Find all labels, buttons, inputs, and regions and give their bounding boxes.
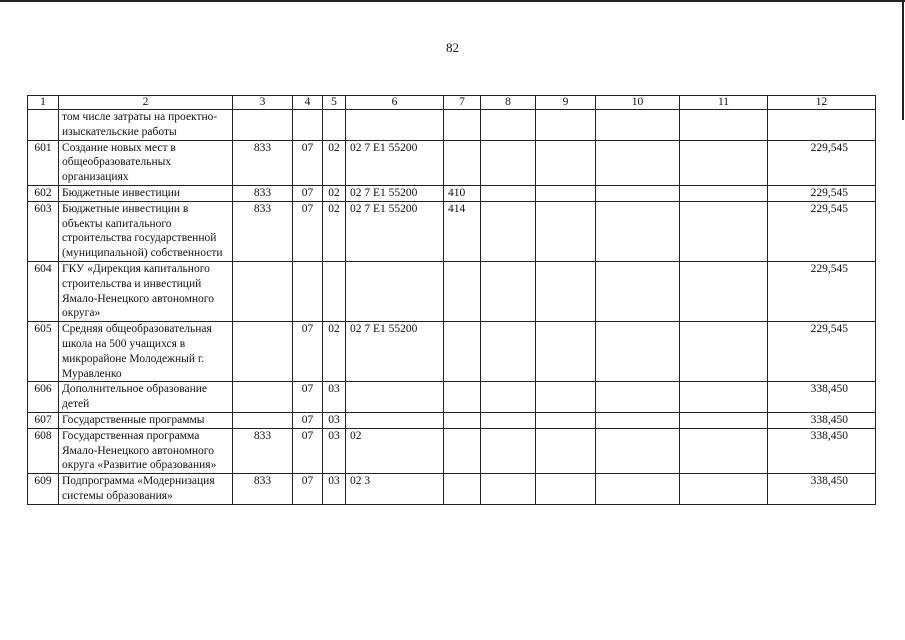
subsection-code-cell: 02: [323, 185, 346, 201]
column-11-cell: [680, 110, 768, 141]
column-9-cell: [536, 382, 596, 413]
column-header: 2: [59, 96, 233, 110]
subsection-code-cell: 02: [323, 140, 346, 185]
column-9-cell: [536, 140, 596, 185]
column-11-cell: [680, 261, 768, 321]
dept-code-cell: [233, 322, 293, 382]
column-8-cell: [481, 185, 536, 201]
column-header: 12: [768, 96, 876, 110]
column-8-cell: [481, 382, 536, 413]
column-10-cell: [596, 110, 680, 141]
budget-table-body: [28, 96, 876, 505]
amount-cell: 229,545: [768, 185, 876, 201]
subsection-code-cell: 02: [323, 322, 346, 382]
column-8-cell: [481, 412, 536, 428]
column-11-cell: [680, 382, 768, 413]
column-8-cell: [481, 322, 536, 382]
expense-type-cell: 414: [444, 201, 481, 261]
column-10-cell: [596, 201, 680, 261]
amount-cell: 338,450: [768, 382, 876, 413]
section-code-cell: 07: [293, 474, 323, 505]
right-border-line: [902, 0, 904, 120]
dept-code-cell: [233, 261, 293, 321]
column-header: 8: [481, 96, 536, 110]
dept-code-cell: [233, 382, 293, 413]
section-code-cell: 07: [293, 428, 323, 473]
table-row: [28, 474, 876, 505]
column-header: 1: [28, 96, 59, 110]
target-article-cell: 02 3: [346, 474, 444, 505]
row-number-cell: 603: [28, 201, 59, 261]
column-header: 11: [680, 96, 768, 110]
column-9-cell: [536, 185, 596, 201]
amount-cell: [768, 110, 876, 141]
column-10-cell: [596, 382, 680, 413]
top-border-line: [0, 0, 905, 2]
column-header: 10: [596, 96, 680, 110]
column-10-cell: [596, 412, 680, 428]
expense-type-cell: [444, 382, 481, 413]
expense-type-cell: [444, 474, 481, 505]
table-row: [28, 322, 876, 382]
column-10-cell: [596, 185, 680, 201]
expense-type-cell: [444, 140, 481, 185]
expense-type-cell: [444, 261, 481, 321]
column-11-cell: [680, 185, 768, 201]
expense-type-cell: [444, 412, 481, 428]
row-number-cell: 601: [28, 140, 59, 185]
page-number: 82: [446, 40, 459, 55]
target-article-cell: 02 7 E1 55200: [346, 185, 444, 201]
amount-cell: 338,450: [768, 428, 876, 473]
item-name-cell: Дополнительное образование детей: [59, 382, 233, 413]
column-header: 3: [233, 96, 293, 110]
amount-cell: 229,545: [768, 201, 876, 261]
section-code-cell: 07: [293, 140, 323, 185]
column-9-cell: [536, 412, 596, 428]
column-11-cell: [680, 140, 768, 185]
table-row: [28, 140, 876, 185]
row-number-cell: 604: [28, 261, 59, 321]
column-11-cell: [680, 322, 768, 382]
item-name-cell: Государственная программа Ямало-Ненецкого автономного округа «Развитие образования»: [59, 428, 233, 473]
amount-cell: 229,545: [768, 261, 876, 321]
table-row: [28, 110, 876, 141]
target-article-cell: [346, 382, 444, 413]
column-header: 5: [323, 96, 346, 110]
section-code-cell: 07: [293, 201, 323, 261]
column-11-cell: [680, 428, 768, 473]
item-name-cell: Государственные программы: [59, 412, 233, 428]
column-10-cell: [596, 428, 680, 473]
subsection-code-cell: 03: [323, 382, 346, 413]
target-article-cell: 02 7 E1 55200: [346, 201, 444, 261]
amount-cell: 338,450: [768, 474, 876, 505]
column-9-cell: [536, 261, 596, 321]
section-code-cell: [293, 110, 323, 141]
target-article-cell: [346, 412, 444, 428]
target-article-cell: [346, 110, 444, 141]
row-number-cell: [28, 110, 59, 141]
column-8-cell: [481, 201, 536, 261]
column-header: 4: [293, 96, 323, 110]
column-8-cell: [481, 261, 536, 321]
subsection-code-cell: 03: [323, 412, 346, 428]
table-row: [28, 261, 876, 321]
subsection-code-cell: [323, 261, 346, 321]
budget-table: [27, 95, 876, 505]
amount-cell: 338,450: [768, 412, 876, 428]
item-name-cell: Средняя общеобразовательная школа на 500 учащихся в микрорайоне Молодежный г. Муравленко: [59, 322, 233, 382]
column-header: 9: [536, 96, 596, 110]
column-header-row: [28, 96, 876, 110]
table-row: [28, 412, 876, 428]
expense-type-cell: [444, 428, 481, 473]
row-number-cell: 605: [28, 322, 59, 382]
column-11-cell: [680, 201, 768, 261]
item-name-cell: Бюджетные инвестиции в объекты капитального строительства государственной (муниципальной) собственности: [59, 201, 233, 261]
row-number-cell: 606: [28, 382, 59, 413]
table-row: [28, 428, 876, 473]
dept-code-cell: 833: [233, 201, 293, 261]
expense-type-cell: 410: [444, 185, 481, 201]
target-article-cell: 02 7 E1 55200: [346, 140, 444, 185]
table-row: [28, 201, 876, 261]
column-9-cell: [536, 110, 596, 141]
item-name-cell: том числе затраты на проектно-изыскательские работы: [59, 110, 233, 141]
expense-type-cell: [444, 110, 481, 141]
table-row: [28, 185, 876, 201]
row-number-cell: 608: [28, 428, 59, 473]
column-11-cell: [680, 412, 768, 428]
dept-code-cell: 833: [233, 140, 293, 185]
item-name-cell: Бюджетные инвестиции: [59, 185, 233, 201]
column-9-cell: [536, 474, 596, 505]
item-name-cell: Создание новых мест в общеобразовательных организациях: [59, 140, 233, 185]
column-9-cell: [536, 428, 596, 473]
expense-type-cell: [444, 322, 481, 382]
column-10-cell: [596, 474, 680, 505]
column-10-cell: [596, 140, 680, 185]
section-code-cell: 07: [293, 185, 323, 201]
dept-code-cell: 833: [233, 474, 293, 505]
section-code-cell: 07: [293, 322, 323, 382]
section-code-cell: 07: [293, 382, 323, 413]
column-header: 6: [346, 96, 444, 110]
column-8-cell: [481, 474, 536, 505]
section-code-cell: [293, 261, 323, 321]
column-8-cell: [481, 140, 536, 185]
section-code-cell: 07: [293, 412, 323, 428]
row-number-cell: 602: [28, 185, 59, 201]
column-9-cell: [536, 322, 596, 382]
amount-cell: 229,545: [768, 322, 876, 382]
dept-code-cell: [233, 412, 293, 428]
column-8-cell: [481, 428, 536, 473]
subsection-code-cell: 02: [323, 201, 346, 261]
dept-code-cell: 833: [233, 428, 293, 473]
dept-code-cell: 833: [233, 185, 293, 201]
column-8-cell: [481, 110, 536, 141]
column-11-cell: [680, 474, 768, 505]
target-article-cell: [346, 261, 444, 321]
subsection-code-cell: [323, 110, 346, 141]
subsection-code-cell: 03: [323, 474, 346, 505]
column-9-cell: [536, 201, 596, 261]
target-article-cell: 02: [346, 428, 444, 473]
column-10-cell: [596, 261, 680, 321]
item-name-cell: ГКУ «Дирекция капитального строительства и инвестиций Ямало-Ненецкого автономного округа»: [59, 261, 233, 321]
column-10-cell: [596, 322, 680, 382]
amount-cell: 229,545: [768, 140, 876, 185]
subsection-code-cell: 03: [323, 428, 346, 473]
dept-code-cell: [233, 110, 293, 141]
target-article-cell: 02 7 E1 55200: [346, 322, 444, 382]
table-row: [28, 382, 876, 413]
column-header: 7: [444, 96, 481, 110]
item-name-cell: Подпрограмма «Модернизация системы образования»: [59, 474, 233, 505]
row-number-cell: 609: [28, 474, 59, 505]
row-number-cell: 607: [28, 412, 59, 428]
